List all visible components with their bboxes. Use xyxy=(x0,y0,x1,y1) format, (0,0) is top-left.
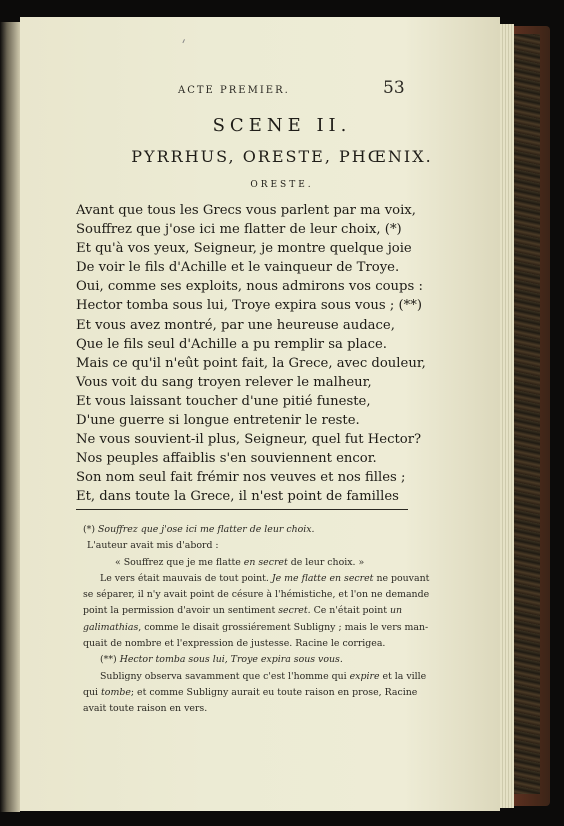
footnote-text: , comme le disait grossiérement Subligny ; mais le vers man- xyxy=(138,621,429,633)
footnote-marker: (**) xyxy=(100,654,117,666)
verse-line: Et vous avez montré, par une heureuse audace, xyxy=(76,317,395,333)
footnote-text: et la ville xyxy=(382,670,427,682)
footnote-text: qui xyxy=(83,686,99,698)
footnote-text: de leur choix. » xyxy=(290,556,365,568)
footnote-italic: expire xyxy=(349,670,380,682)
book-spine-left xyxy=(0,22,20,812)
footnote-line xyxy=(87,669,427,685)
footnote-italic: galimathias xyxy=(83,621,139,633)
speaker-name: ORESTE. xyxy=(250,180,314,190)
footnote-text: « Souffrez que je me flatte xyxy=(115,556,241,568)
footnote-line: quait de nombre et l'expression de justesse. Racine le corrigea. xyxy=(83,638,386,650)
footnotes xyxy=(83,522,430,718)
footnote-line: se séparer, il n'y avait point de césure à l'hémistiche, et l'on ne demande xyxy=(83,589,430,601)
footnote-italic: Je me flatte en secret xyxy=(271,572,374,584)
footnote-text: ; et comme Subligny aurait eu toute raison en prose, Racine xyxy=(130,686,418,698)
verse-line: De voir le fils d'Achille et le vainqueur de Troye. xyxy=(76,260,400,276)
footnote-quote: Hector tomba sous lui, Troye expira sous vous. xyxy=(119,654,343,666)
character-list: PYRRHUS, ORESTE, PHŒNIX. xyxy=(131,147,433,166)
footnote-line: avait toute raison en vers. xyxy=(83,703,208,715)
footnote-text: Le vers était mauvais de tout point. xyxy=(100,572,269,584)
verse-line: Hector tomba sous lui, Troye expira sous vous ; (**) xyxy=(76,298,422,314)
scene-title: SCENE II. xyxy=(212,115,352,136)
footnote-divider xyxy=(76,509,408,510)
footnote-line xyxy=(87,555,417,571)
footnote-text: Ce n'était point xyxy=(313,605,388,617)
verse-line: Vous voit du sang troyen relever le malheur, xyxy=(76,374,372,390)
footnote-italic: tombe xyxy=(101,686,131,698)
verse-block xyxy=(76,201,426,507)
footnote-italic: en secret xyxy=(243,556,288,568)
footnote-text: point la permission d'avoir un sentiment xyxy=(83,605,276,617)
verse-line: Son nom seul fait frémir nos veuves et nos filles ; xyxy=(76,470,406,486)
verse-line: Nos peuples affaiblis s'en souviennent encor. xyxy=(76,451,377,467)
footnote-italic: un xyxy=(390,605,403,617)
footnote-line xyxy=(83,603,417,619)
footnote-line xyxy=(83,685,417,701)
footnote-italic: secret. xyxy=(278,605,311,617)
footnote-text: Subligny observa savamment que c'est l'homme qui xyxy=(100,670,347,682)
verse-line: Et qu'à vos yeux, Seigneur, je montre quelque joie xyxy=(76,241,412,257)
footnote-line xyxy=(83,620,429,636)
verse-line: Oui, comme ses exploits, nous admirons vos coups : xyxy=(76,279,423,295)
verse-line: Et vous laissant toucher d'une pitié funeste, xyxy=(76,393,371,409)
footnote-2-heading xyxy=(87,652,417,668)
verse-line: Avant que tous les Grecs vous parlent par ma voix, xyxy=(76,203,416,218)
footnote-text: ne pouvant xyxy=(376,572,430,584)
verse-line: Et, dans toute la Grece, il n'est point de familles xyxy=(76,489,399,505)
footnote-line xyxy=(87,571,430,587)
verse-line: D'une guerre si longue entretenir le reste. xyxy=(76,413,360,429)
verse-line: Souffrez que j'ose ici me flatter de leur choix, (*) xyxy=(76,222,402,238)
footnote-marker: (*) xyxy=(83,524,96,535)
verse-line: Que le fils seul d'Achille a pu remplir sa place. xyxy=(76,336,387,352)
verse-line: Ne vous souvient-il plus, Seigneur, quel fut Hector? xyxy=(76,432,422,448)
page-number: 53 xyxy=(383,78,405,98)
footnote-1-heading xyxy=(83,522,417,538)
running-header: ACTE PREMIER. xyxy=(178,85,290,96)
footnote-quote: Souffrez que j'ose ici me flatter de leur choix. xyxy=(98,524,315,535)
verse-line: Mais ce qu'il n'eût point fait, la Grece, avec douleur, xyxy=(76,355,426,371)
footnote-line: L'auteur avait mis d'abord : xyxy=(87,540,219,552)
